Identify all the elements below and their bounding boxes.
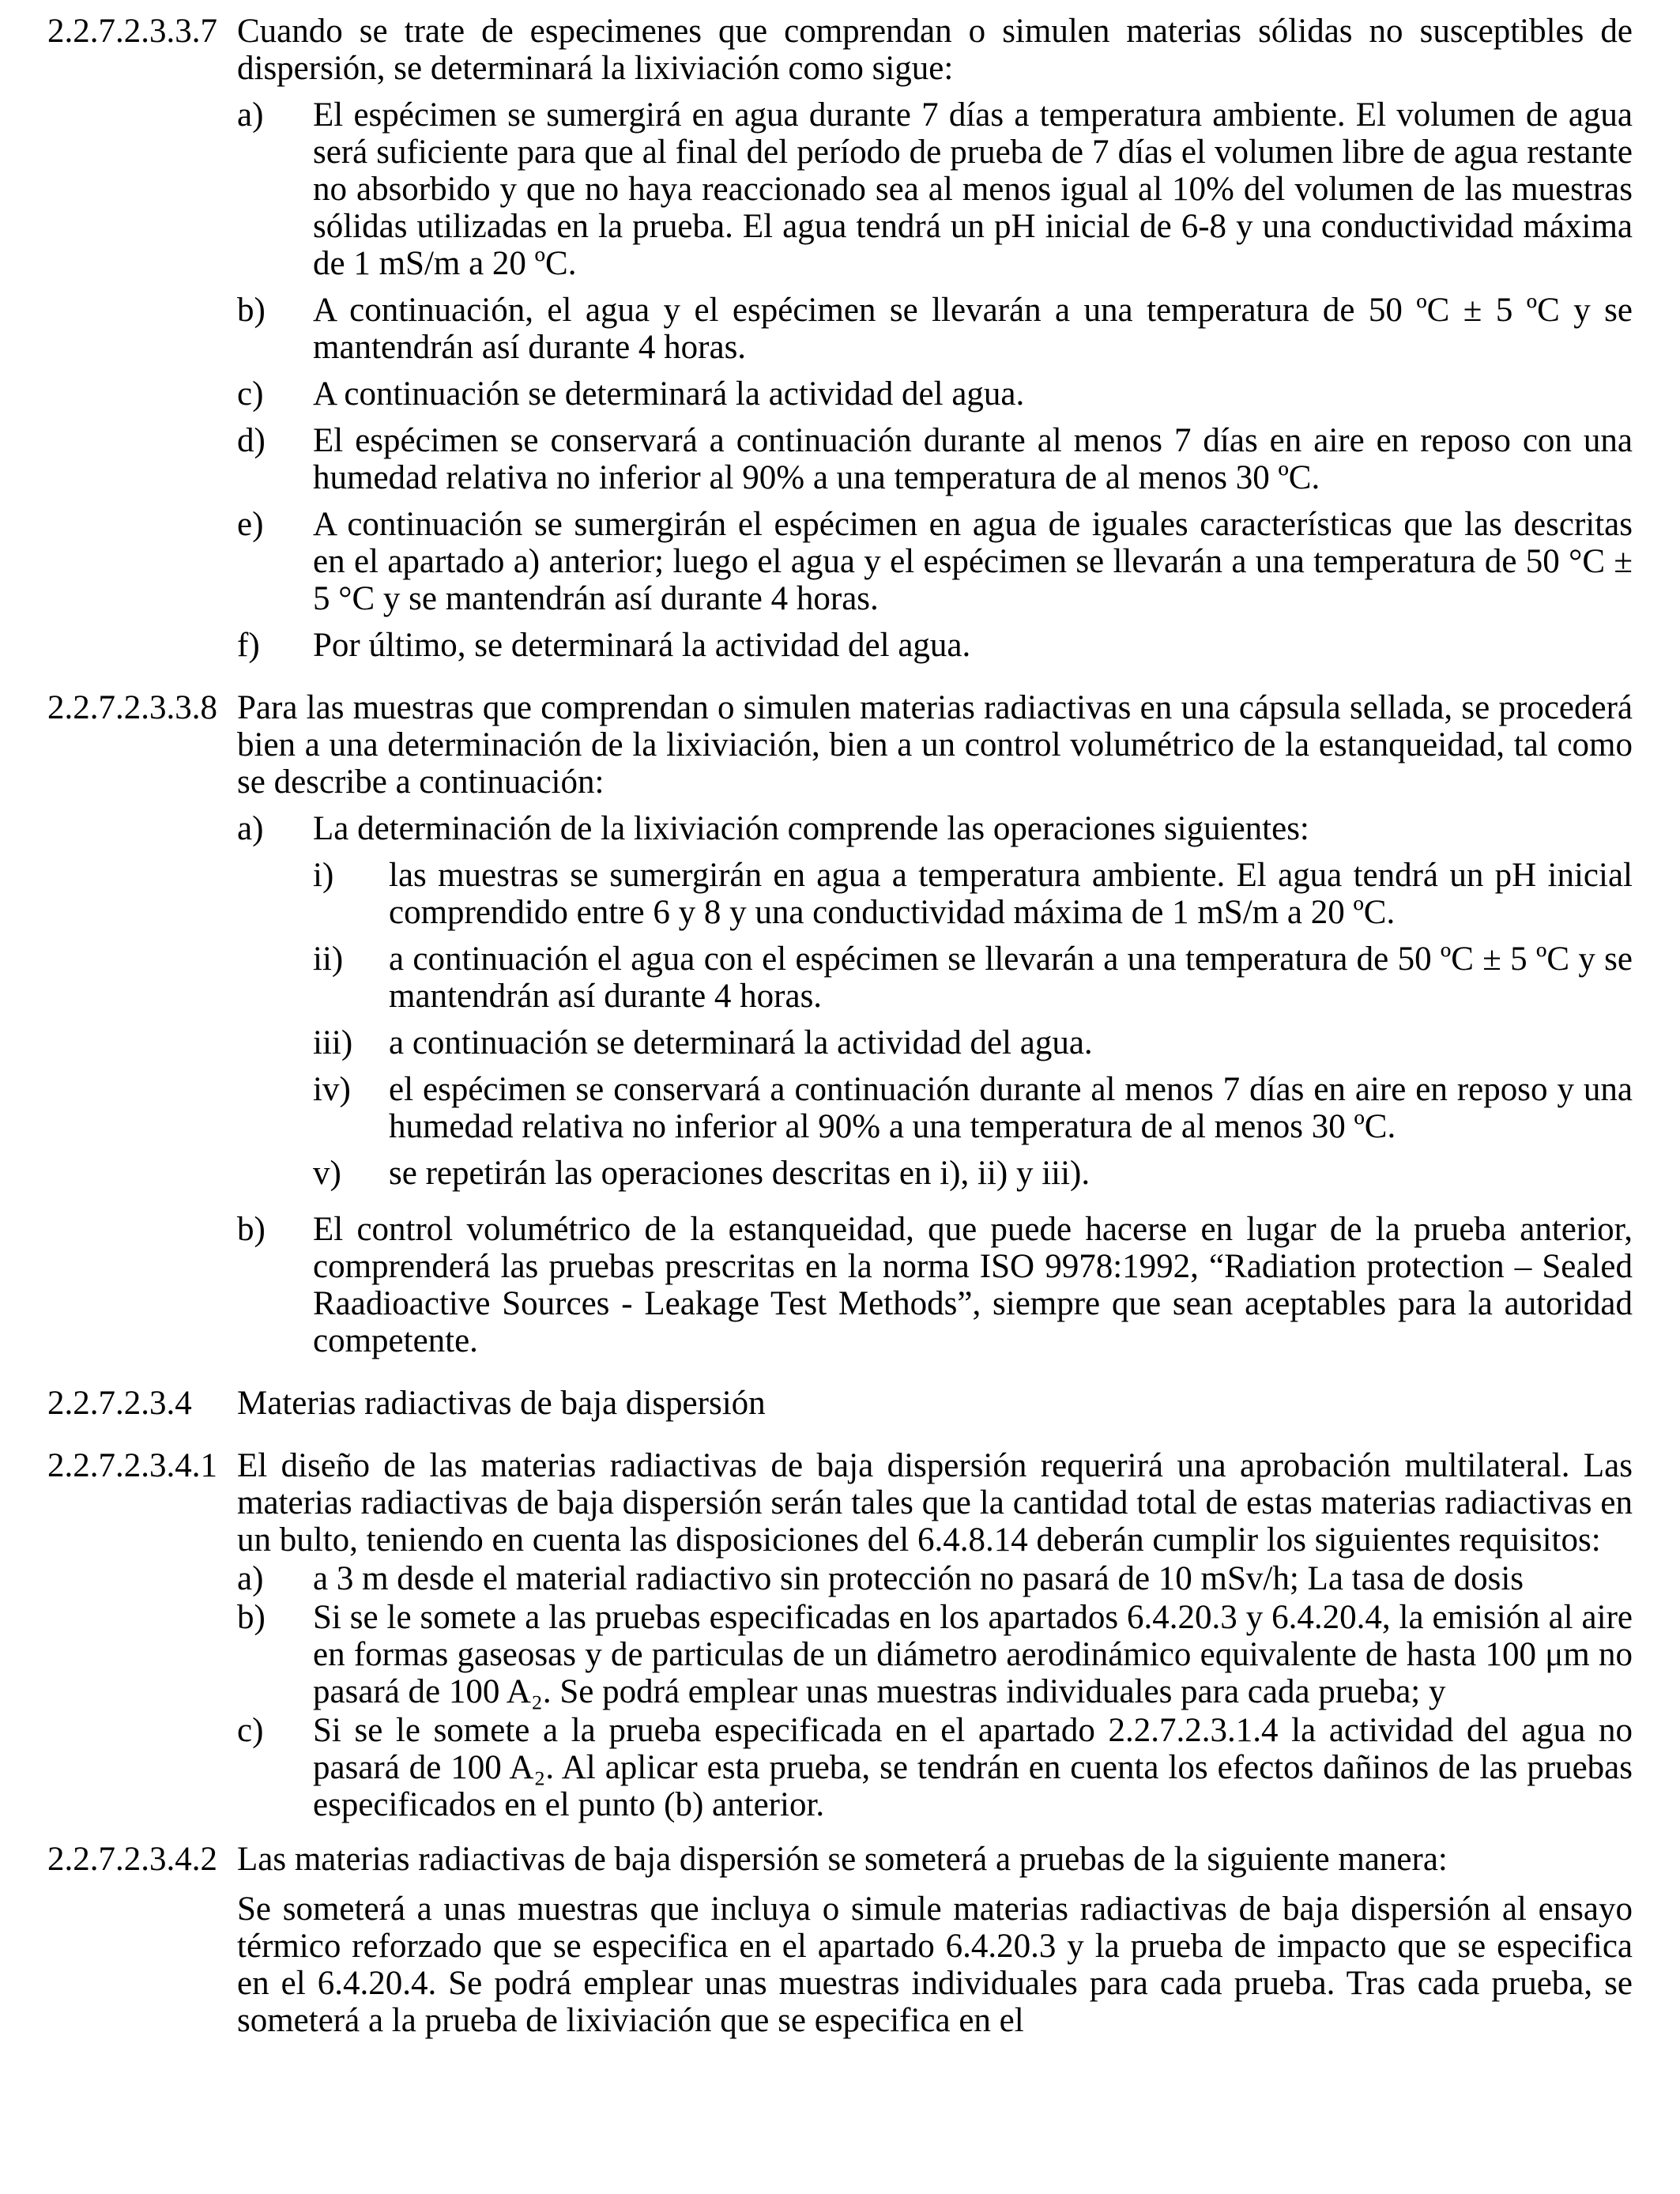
subitem-label: iv) bbox=[313, 1071, 351, 1108]
list-item bbox=[237, 1712, 1633, 1823]
section-intro: Las materias radiactivas de baja dispersión se someterá a pruebas de la siguiente manera: bbox=[237, 1841, 1448, 1878]
subitem-text: a continuación se determinará la actividad del agua. bbox=[389, 1024, 1093, 1061]
subitem-label: i) bbox=[313, 857, 334, 894]
list-item bbox=[237, 810, 1633, 1201]
list-item bbox=[237, 506, 1633, 617]
section-number: 2.2.7.2.3.4.2 bbox=[47, 1841, 217, 1878]
section-number: 2.2.7.2.3.4 bbox=[47, 1385, 192, 1422]
section-intro: Cuando se trate de especimenes que comprendan o simulen materias sólidas no susceptibles de dispersión, se determinará la lixiviación como sigue: bbox=[237, 13, 1633, 87]
sublist-item bbox=[313, 1071, 1633, 1145]
list-item bbox=[237, 292, 1633, 366]
list-item bbox=[237, 1599, 1633, 1710]
continuation-paragraph: Se someterá a unas muestras que incluya o simule materias radiactivas de baja dispersión al ensayo térmico reforzado que se especifica en el apartado 6.4.20.3 y la prueba de impacto que se especifica en el 6.4.20.4. Se podrá emplear unas muestras individuales para cada prueba. Tras cada prueba, se someterá a la prueba de lixiviación que se especifica en el bbox=[237, 1891, 1633, 2039]
item-label: b) bbox=[237, 292, 266, 329]
list-item bbox=[237, 1211, 1633, 1359]
item-text: A continuación se sumergirán el espécimen en agua de iguales características que las descritas en el apartado a) anterior; luego el agua y el espécimen se llevarán a una temperatura de 50 °C ± 5 °C y se mantendrán así durante 4 horas. bbox=[313, 506, 1633, 617]
section-2-2-7-2-3-4 bbox=[47, 1385, 1633, 1431]
item-label: b) bbox=[237, 1211, 266, 1248]
item-text: A continuación se determinará la actividad del agua. bbox=[313, 375, 1025, 413]
list-item bbox=[237, 422, 1633, 496]
subitem-label: v) bbox=[313, 1155, 341, 1192]
sublist-item bbox=[313, 1155, 1633, 1192]
item-label: b) bbox=[237, 1599, 266, 1636]
subitem-text: las muestras se sumergirán en agua a temperatura ambiente. El agua tendrá un pH inicial comprendido entre 6 y 8 y una conductividad máxima de 1 mS/m a 20 ºC. bbox=[389, 857, 1633, 931]
item-text: Si se le somete a la prueba especificada en el apartado 2.2.7.2.3.1.4 la actividad del agua no pasará de 100 A₂. Al aplicar esta prueba, se tendrán en cuenta los efectos dañinos de las pruebas especificados en el punto (b) anterior. bbox=[313, 1712, 1633, 1823]
subitem-label: ii) bbox=[313, 941, 344, 978]
section-number: 2.2.7.2.3.3.7 bbox=[47, 13, 217, 50]
section-intro: El diseño de las materias radiactivas de baja dispersión requerirá una aprobación multilateral. Las materias radiactivas de baja dispersión serán tales que la cantidad total de estas materias radiactivas en un bulto, teniendo en cuenta las disposiciones del 6.4.8.14 deberán cumplir los siguientes requisitos: bbox=[237, 1447, 1633, 1559]
sublist-item bbox=[313, 941, 1633, 1015]
section-number: 2.2.7.2.3.4.1 bbox=[47, 1447, 217, 1484]
section-intro: Para las muestras que comprendan o simulen materias radiactivas en una cápsula sellada, se procederá bien a una determinación de la lixiviación, bien a un control volumétrico de la estanqueidad, tal como se describe a continuación: bbox=[237, 689, 1633, 801]
section-number: 2.2.7.2.3.3.8 bbox=[47, 689, 217, 726]
item-text: La determinación de la lixiviación comprende las operaciones siguientes: bbox=[313, 810, 1309, 847]
item-label: a) bbox=[237, 96, 264, 134]
subitem-label: iii) bbox=[313, 1024, 353, 1061]
section-title: Materias radiactivas de baja dispersión bbox=[237, 1385, 766, 1422]
item-text: A continuación, el agua y el espécimen se llevarán a una temperatura de 50 ºC ± 5 ºC y se mantendrán así durante 4 horas. bbox=[313, 292, 1633, 366]
list-item bbox=[237, 1560, 1633, 1597]
item-text: Si se le somete a las pruebas especificadas en los apartados 6.4.20.3 y 6.4.20.4, la emisión al aire en formas gaseosas y de particulas de un diámetro aerodinámico equivalente de hasta 100 μm no pasará de 100 A₂. Se podrá emplear unas muestras individuales para cada prueba; y bbox=[313, 1599, 1633, 1710]
section-2-2-7-2-3-4-2 bbox=[47, 1841, 1633, 2049]
sublist-item bbox=[313, 1024, 1633, 1061]
item-text: a 3 m desde el material radiactivo sin protección no pasará de 10 mSv/h; La tasa de dosis bbox=[313, 1560, 1524, 1597]
subitem-text: se repetirán las operaciones descritas en i), ii) y iii). bbox=[389, 1155, 1090, 1192]
item-text: El espécimen se conservará a continuación durante al menos 7 días en aire en reposo con una humedad relativa no inferior al 90% a una temperatura de al menos 30 ºC. bbox=[313, 422, 1633, 496]
item-text: Por último, se determinará la actividad del agua. bbox=[313, 627, 971, 664]
section-2-2-7-2-3-3-7 bbox=[47, 13, 1633, 673]
item-text: El control volumétrico de la estanqueidad, que puede hacerse en lugar de la prueba anterior, comprenderá las pruebas prescritas en la norma ISO 9978:1992, “Radiation protection – Sealed Raadioactive Sources - Leakage Test Methods”, siempre que sean aceptables para la autoridad competente. bbox=[313, 1211, 1633, 1359]
item-label: e) bbox=[237, 506, 264, 543]
item-text: El espécimen se sumergirá en agua durante 7 días a temperatura ambiente. El volumen de agua será suficiente para que al final del período de prueba de 7 días el volumen libre de agua restante no absorbido y que no haya reaccionado sea al menos igual al 10% del volumen de las muestras sólidas utilizadas en la prueba. El agua tendrá un pH inicial de 6-8 y una conductividad máxima de 1 mS/m a 20 ºC. bbox=[313, 96, 1633, 282]
item-label: c) bbox=[237, 375, 264, 413]
item-label: d) bbox=[237, 422, 266, 459]
list-item bbox=[237, 627, 1633, 664]
item-label: f) bbox=[237, 627, 260, 664]
subitem-text: a continuación el agua con el espécimen se llevarán a una temperatura de 50 ºC ± 5 ºC y se mantendrán así durante 4 horas. bbox=[389, 941, 1633, 1015]
list-item bbox=[237, 375, 1633, 413]
item-label: a) bbox=[237, 810, 264, 847]
section-2-2-7-2-3-3-8 bbox=[47, 689, 1633, 1369]
sublist-item bbox=[313, 857, 1633, 931]
item-label: c) bbox=[237, 1712, 264, 1749]
subitem-text: el espécimen se conservará a continuación durante al menos 7 días en aire en reposo y una humedad relativa no inferior al 90% a una temperatura de al menos 30 ºC. bbox=[389, 1071, 1633, 1145]
list-item bbox=[237, 96, 1633, 282]
item-label: a) bbox=[237, 1560, 264, 1597]
section-2-2-7-2-3-4-1 bbox=[47, 1447, 1633, 1825]
